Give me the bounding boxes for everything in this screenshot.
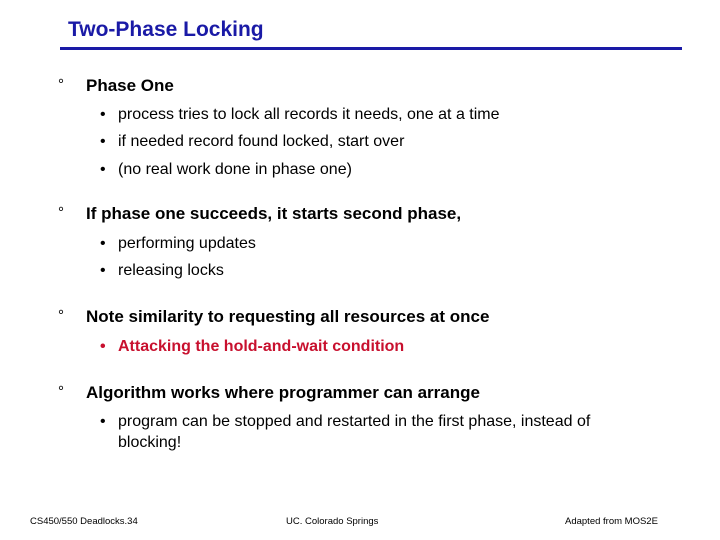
- sub-bullet-dot: •: [100, 161, 106, 178]
- sub-bullet-dot: •: [100, 235, 106, 252]
- sub-bullet-dot: •: [100, 413, 106, 430]
- slide-title: Two-Phase Locking: [68, 18, 264, 41]
- footer-course: CS450/550 Deadlocks.34: [30, 516, 138, 527]
- footer-institution: UC. Colorado Springs: [286, 516, 379, 527]
- sub-bullet-text: if needed record found locked, start over: [118, 133, 405, 150]
- sub-bullet: [100, 161, 352, 179]
- footer-attribution: Adapted from MOS2E: [565, 516, 658, 527]
- sub-bullet: [100, 133, 404, 151]
- sub-bullet-text: releasing locks: [118, 262, 224, 279]
- bullet-text: Algorithm works where programmer can arrange: [86, 383, 480, 402]
- title-underline: [60, 47, 682, 50]
- sub-bullet-dot: •: [100, 262, 106, 279]
- bullet-mark: °: [58, 307, 64, 324]
- bullet-text: If phase one succeeds, it starts second phase,: [86, 204, 462, 223]
- bullet-text: Note similarity to requesting all resources at once: [86, 307, 490, 326]
- sub-bullet-dot: •: [100, 338, 106, 355]
- sub-bullet-highlight: [100, 338, 404, 356]
- sub-bullet: [100, 262, 224, 280]
- sub-bullet: [100, 235, 256, 253]
- sub-bullet: [100, 106, 500, 124]
- bullet-mark: °: [58, 204, 64, 221]
- bullet-similarity: [58, 307, 489, 327]
- bullet-phase-one: [58, 76, 174, 96]
- bullet-mark: °: [58, 383, 64, 400]
- sub-bullet-text: (no real work done in phase one): [118, 161, 352, 178]
- sub-bullet-text: program can be stopped and restarted in the first phase, instead of blocking!: [118, 413, 591, 451]
- sub-bullet-dot: •: [100, 133, 106, 150]
- bullet-mark: °: [58, 76, 64, 93]
- sub-bullet-text: Attacking the hold-and-wait condition: [118, 338, 405, 355]
- sub-bullet-text: performing updates: [118, 235, 256, 252]
- sub-bullet-dot: •: [100, 106, 106, 123]
- bullet-second-phase: [58, 204, 461, 224]
- sub-bullet: [100, 411, 620, 453]
- sub-bullet-text: process tries to lock all records it needs, one at a time: [118, 106, 500, 123]
- bullet-algorithm: [58, 383, 480, 403]
- bullet-text: Phase One: [86, 76, 174, 95]
